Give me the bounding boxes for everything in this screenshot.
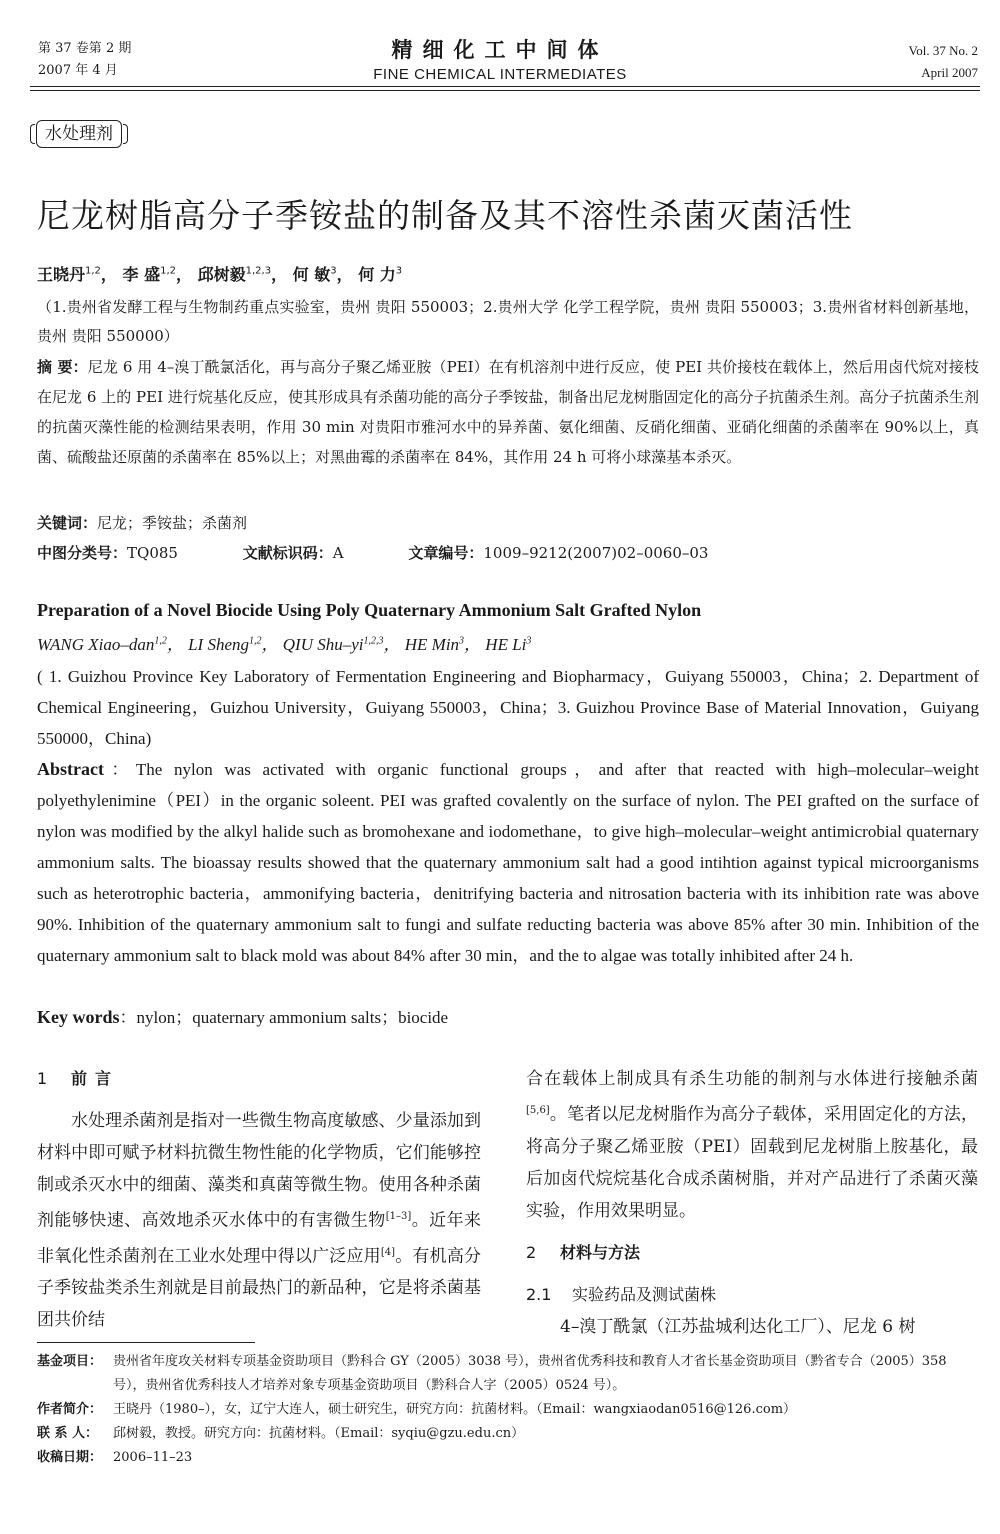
paragraph-text: 。笔者以尼龙树脂作为高分子载体，采用固定化的方法，将高分子聚乙烯亚胺（PEI）固载到尼龙树脂上胺基化，最后加卤代烷烷基化合成杀菌树脂，并对产品进行了杀菌灭藻实验，作用效果明显。 (526, 1104, 978, 1221)
author-affil-mark: 1,2 (160, 265, 176, 277)
author-affil-mark-en: 3 (459, 635, 465, 647)
author-name-en: WANG Xiao–dan (37, 635, 155, 654)
header-divider (30, 86, 980, 87)
article-title-cn: 尼龙树脂高分子季铵盐的制备及其不溶性杀菌灭菌活性 (37, 196, 853, 235)
footnote-received (37, 1446, 979, 1470)
author-separator: ， (176, 265, 193, 284)
paragraph (526, 1063, 978, 1227)
author-separator: ， (464, 635, 482, 654)
author-name: 王晓丹 (37, 265, 86, 284)
article-number-value: 1009–9212(2007)02–0060–03 (483, 544, 709, 562)
keywords-en (37, 1002, 979, 1033)
paragraph-text: 合在载体上制成具有杀生功能的制剂与水体进行接触杀菌 (526, 1069, 978, 1089)
keywords-cn (37, 508, 979, 538)
section-heading-1 (37, 1063, 481, 1095)
footnote-contact (37, 1422, 979, 1446)
footnotes (37, 1350, 979, 1470)
paragraph-text: 。有机高分子季铵盐类杀生剂就是目前最热门的新品种，它是将杀菌基团共价结 (37, 1246, 482, 1331)
citation: [5,6] (526, 1105, 550, 1116)
section-number: 2 (526, 1242, 537, 1262)
section-number: 2.1 (526, 1284, 552, 1304)
author-separator: ， (383, 635, 401, 654)
clc-value: TQ085 (127, 544, 178, 562)
keywords-text-cn: 尼龙；季铵盐；杀菌剂 (97, 514, 248, 532)
header-divider-thin (30, 90, 980, 91)
footnote-text: 2006–11–23 (113, 1450, 193, 1465)
clc-label: 中图分类号： (37, 544, 128, 562)
author-separator: ， (166, 635, 184, 654)
journal-name-en: FINE CHEMICAL INTERMEDIATES (373, 66, 627, 83)
author-affil-mark-en: 1,2,3 (363, 635, 384, 647)
abstract-cn (37, 352, 979, 472)
author-separator: ， (271, 265, 288, 284)
affiliations-en: ( 1. Guizhou Province Key Laboratory of Fermentation Engineering and Biopharmacy，Guiyang 550003，China；2. Department of Chemical Engineering，Guizhou University，Guiyang 550003，China；3. Guizhou Province Base of Material Innovation，Guiyang 550000，China) (37, 667, 979, 748)
keywords-label-en: Key words (37, 1007, 120, 1027)
keywords-text-en: nylon；quaternary ammonium salts；biocide (136, 1008, 449, 1027)
abstract-label-en: Abstract (37, 759, 104, 779)
journal-name (0, 34, 1000, 83)
author-name: 李 盛 (122, 265, 161, 284)
doc-code-label: 文献标识码： (242, 544, 333, 562)
authors-en (37, 630, 531, 655)
authors-cn (37, 262, 402, 285)
section-title: 材料与方法 (560, 1242, 641, 1262)
author-affil-mark-en: 3 (526, 635, 532, 647)
abstract-text-en: The nylon was activated with organic functional groups，and after that reacted with high–molecular–weight polyethylenimine（PEI）in the organic soleent. PEI was grafted covalently on the surface of nylon. The PEI grafted on the surface of nylon was modified by the alkyl halide such as bromohexane and iodomethane，to give high–molecular–weight antimicrobial quaternary ammonium salts. The bioassay results showed that the quaternary ammonium salt had a good intihtion against typical microorganisms such as heterotrophic bacteria，ammonifying bacteria，denitrifying bacteria and nitrosation bacteria with its inhibition rate was above 90%. Inhibition of the quaternary ammonium salt to fungi and sulfate reducting bacteria was above 85% after 30 min. Inhibition of the quaternary ammonium salt to black mold was about 84% after 30 min，and the to algae was totally inhibited after 24 h. (37, 760, 980, 965)
journal-name-cn: 精细化工中间体 (391, 38, 609, 62)
citation: [1–3] (385, 1211, 412, 1222)
issue-date: 2007 年 4 月 (38, 63, 118, 78)
author-separator: ， (336, 265, 353, 284)
author-name-en: QIU Shu–yi (282, 635, 364, 654)
issue-volume-en: Vol. 37 No. 2 (908, 43, 978, 58)
body-right-column (526, 1063, 978, 1343)
author-affil-mark-en: 1,2 (249, 635, 262, 647)
footnote-label: 联 系 人： (37, 1426, 99, 1441)
footnote-label: 作者简介： (37, 1402, 103, 1417)
footnote-label: 收稿日期： (37, 1450, 103, 1465)
article-number-label: 文章编号： (408, 544, 484, 562)
paragraph (37, 1105, 481, 1336)
citation: [4] (380, 1246, 396, 1258)
section-number: 1 (37, 1069, 48, 1088)
author-name: 邱树毅 (197, 265, 246, 284)
abstract-label-cn: 摘 要： (37, 358, 88, 376)
author-affil-mark: 1,2,3 (245, 265, 272, 277)
author-affil-mark: 3 (330, 265, 337, 277)
author-name-en: HE Min (404, 635, 460, 654)
author-name-en: HE Li (485, 635, 527, 654)
author-separator: ， (261, 635, 279, 654)
author-name-en: LI Sheng (188, 635, 250, 654)
section-heading-2-1 (526, 1279, 978, 1311)
keywords-label-cn: 关键词： (37, 514, 98, 532)
section-heading-2 (526, 1237, 978, 1269)
author-separator: ， (100, 265, 117, 284)
abstract-en (37, 754, 979, 971)
paragraph: 4–溴丁酰氯（江苏盐城利达化工厂）、尼龙 6 树 (560, 1316, 916, 1337)
keywords-colon: ： (119, 1008, 137, 1027)
issue-volume: 第 37 卷第 2 期 (38, 41, 132, 56)
abstract-colon: ： (103, 760, 136, 779)
footnote-author-bio (37, 1398, 979, 1422)
section-title: 实验药品及测试菌株 (572, 1284, 717, 1304)
author-affil-mark-en: 1,2 (154, 635, 167, 647)
footnote-text: 王晓丹（1980–），女，辽宁大连人，硕士研究生，研究方向：抗菌材料。（Email：wangxiaodan0516@126.com） (113, 1402, 797, 1417)
author-name: 何 力 (358, 265, 396, 284)
affiliations-cn: （1.贵州省发酵工程与生物制药重点实验室，贵州 贵阳 550003；2.贵州大学 化学工程学院，贵州 贵阳 550003；3.贵州省材料创新基地，贵州 贵阳 550000） (37, 298, 979, 345)
classification-line (37, 538, 979, 568)
section-title: 前言 (71, 1069, 120, 1088)
author-affil-mark: 1,2 (85, 265, 101, 277)
abstract-text-cn: 尼龙 6 用 4–溴丁酰氯活化，再与高分子聚乙烯亚胺（PEI）在有机溶剂中进行反应，使 PEI 共价接枝在载体上，然后用卤代烷对接枝在尼龙 6 上的 PEI 进行烷基化反应，使其形成具有杀菌功能的高分子季铵盐，制备出尼龙树脂固定化的高分子抗菌杀生剂。高分子抗菌杀生剂的抗菌灭藻性能的检测结果表明，作用 30 min 对贵阳市雅河水中的异养菌、氨化细菌、反硝化细菌、亚硝化细菌的杀菌率在 90%以上，真菌、硫酸盐还原菌的杀菌率在 85%以上；对黑曲霉的杀菌率在 84%，其作用 24 h 可将小球藻基本杀灭。 (37, 358, 979, 466)
paragraph-text: 。近年来非氧化性杀菌剂在工业水处理中得以广泛应用 (37, 1210, 482, 1267)
issue-date-en: April 2007 (921, 65, 978, 80)
author-affil-mark: 3 (395, 265, 403, 277)
footnote-funding (37, 1350, 979, 1398)
section-tag: 水处理剂 (36, 120, 122, 148)
article-title-en: Preparation of a Novel Biocide Using Poly Quaternary Ammonium Salt Grafted Nylon (37, 600, 702, 620)
footnote-label: 基金项目： (37, 1354, 103, 1369)
body-left-column (37, 1063, 481, 1336)
issue-info-en (909, 40, 978, 84)
footnote-divider (37, 1342, 255, 1343)
doc-code-value: A (332, 544, 344, 562)
footnote-text: 贵州省年度攻关材料专项基金资助项目（黔科合 GY（2005）3038 号），贵州省优秀科技和教育人才省长基金资助项目（黔省专合（2005）358 号），贵州省优秀科技人才培养对象专项基金资助项目（黔科合人字（2005）0524 号）。 (113, 1354, 947, 1393)
author-name: 何 敏 (292, 265, 331, 284)
paragraph-text: 水处理杀菌剂是指对一些微生物高度敏感、少量添加到材料中即可赋予材料抗微生物性能的化学物质，它们能够控制或杀灭水中的细菌、藻类和真菌等微生物。使用各种杀菌剂能够快速、高效地杀灭水体中的有害微生物 (37, 1111, 481, 1231)
footnote-text: 邱树毅，教授。研究方向：抗菌材料。（Email：syqiu@gzu.edu.cn） (113, 1426, 525, 1441)
